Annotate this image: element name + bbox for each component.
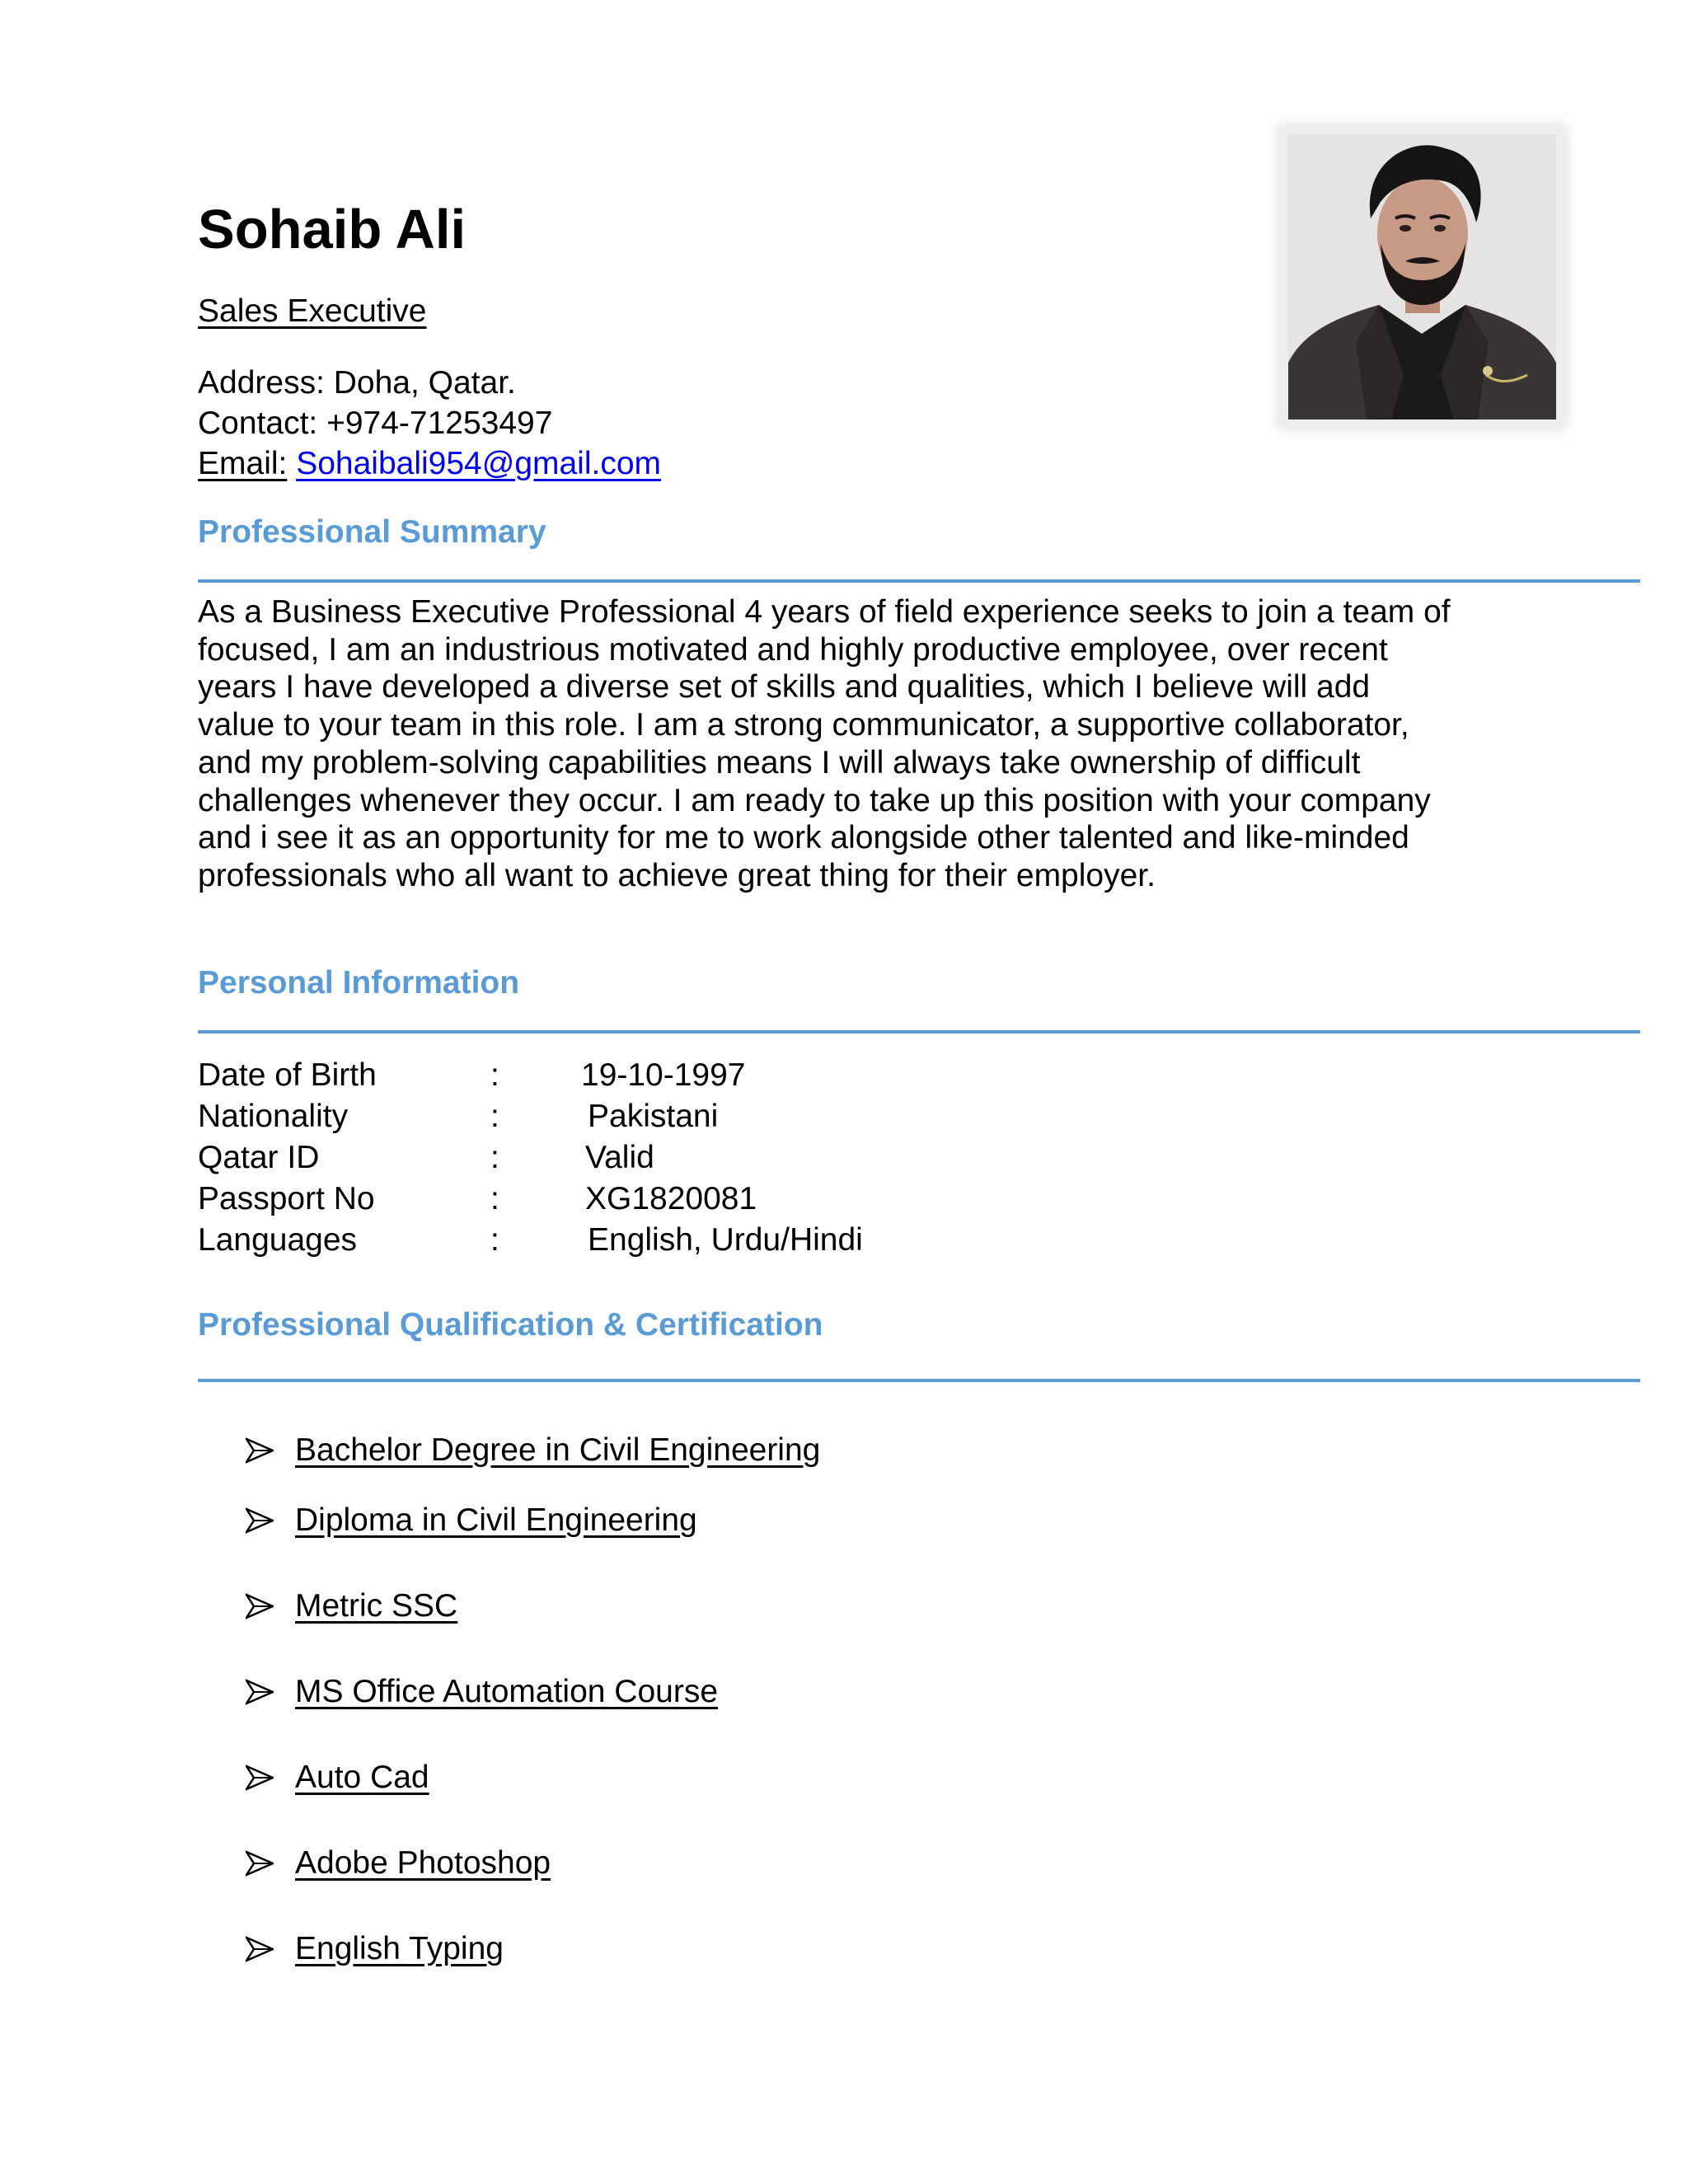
summary-line: value to your team in this role. I am a strong communicator, a supportive collaborator, — [198, 707, 1409, 743]
info-separator: : — [490, 1140, 499, 1175]
profile-photo-icon — [1280, 128, 1564, 426]
arrow-bullet-icon — [246, 1593, 279, 1619]
contact-block — [198, 363, 661, 484]
email-link[interactable]: Sohaibali954@gmail.com — [296, 446, 662, 481]
profile-photo — [1280, 128, 1564, 426]
summary-line: professionals who all want to achieve great thing for their employer. — [198, 857, 1156, 893]
list-item — [246, 1845, 551, 1882]
address-line: Address: Doha, Qatar. — [198, 365, 516, 401]
list-item — [246, 1432, 821, 1469]
qualification-text: Diploma in Civil Engineering — [295, 1502, 697, 1539]
list-item — [246, 1674, 718, 1708]
phone-line: Contact: +974-71253497 — [198, 405, 553, 441]
qualification-heading: Professional Qualification & Certification — [198, 1307, 823, 1343]
summary-line: and i see it as an opportunity for me to work alongside other talented and like-minded — [198, 820, 1409, 856]
info-value: Valid — [585, 1140, 654, 1175]
arrow-bullet-icon — [246, 1437, 279, 1464]
list-item — [246, 1588, 457, 1622]
email-label: Email: — [198, 446, 288, 481]
summary-line: focused, I am an industrious motivated and highly productive employee, over recent — [198, 631, 1388, 668]
list-item — [246, 1760, 429, 1796]
info-value: English, Urdu/Hindi — [588, 1222, 863, 1258]
qualification-text: Adobe Photoshop — [295, 1845, 551, 1882]
summary-line: As a Business Executive Professional 4 years of field experience seeks to join a team of — [198, 594, 1451, 630]
info-label: Passport No — [198, 1181, 375, 1216]
info-value: Pakistani — [588, 1099, 719, 1134]
info-separator: : — [490, 1099, 499, 1134]
personal-info-divider — [198, 1030, 1640, 1033]
info-value: XG1820081 — [585, 1181, 757, 1216]
arrow-bullet-icon — [246, 1507, 279, 1534]
job-title: Sales Executive — [198, 293, 427, 329]
info-separator: : — [490, 1222, 499, 1258]
personal-info-heading: Personal Information — [198, 965, 520, 1001]
qualification-text: Metric SSC — [295, 1588, 458, 1624]
list-item — [246, 1931, 504, 1965]
info-label: Date of Birth — [198, 1057, 377, 1093]
qualification-divider — [198, 1379, 1640, 1382]
summary-line: and my problem-solving capabilities means I will always take ownership of difficult — [198, 744, 1361, 780]
summary-paragraph — [198, 593, 1484, 895]
candidate-name: Sohaib Ali — [198, 199, 467, 260]
summary-line: years I have developed a diverse set of skills and qualities, which I believe will add — [198, 669, 1371, 705]
email-line — [198, 443, 661, 484]
qualification-text: English Typing — [295, 1931, 504, 1967]
arrow-bullet-icon — [246, 1936, 279, 1962]
info-separator: : — [490, 1181, 499, 1216]
summary-heading: Professional Summary — [198, 514, 546, 550]
info-label: Qatar ID — [198, 1140, 320, 1175]
info-label: Nationality — [198, 1099, 349, 1134]
qualification-text: MS Office Automation Course — [295, 1674, 719, 1710]
arrow-bullet-icon — [246, 1679, 279, 1705]
qualification-text: Auto Cad — [295, 1760, 429, 1796]
summary-divider — [198, 579, 1640, 583]
qualification-text: Bachelor Degree in Civil Engineering — [295, 1432, 821, 1469]
info-separator: : — [490, 1057, 499, 1093]
info-value: 19-10-1997 — [581, 1057, 746, 1093]
info-label: Languages — [198, 1222, 358, 1258]
list-item — [246, 1502, 697, 1539]
arrow-bullet-icon — [246, 1850, 279, 1877]
arrow-bullet-icon — [246, 1765, 279, 1791]
summary-line: challenges whenever they occur. I am ready to take up this position with your company — [198, 782, 1431, 818]
